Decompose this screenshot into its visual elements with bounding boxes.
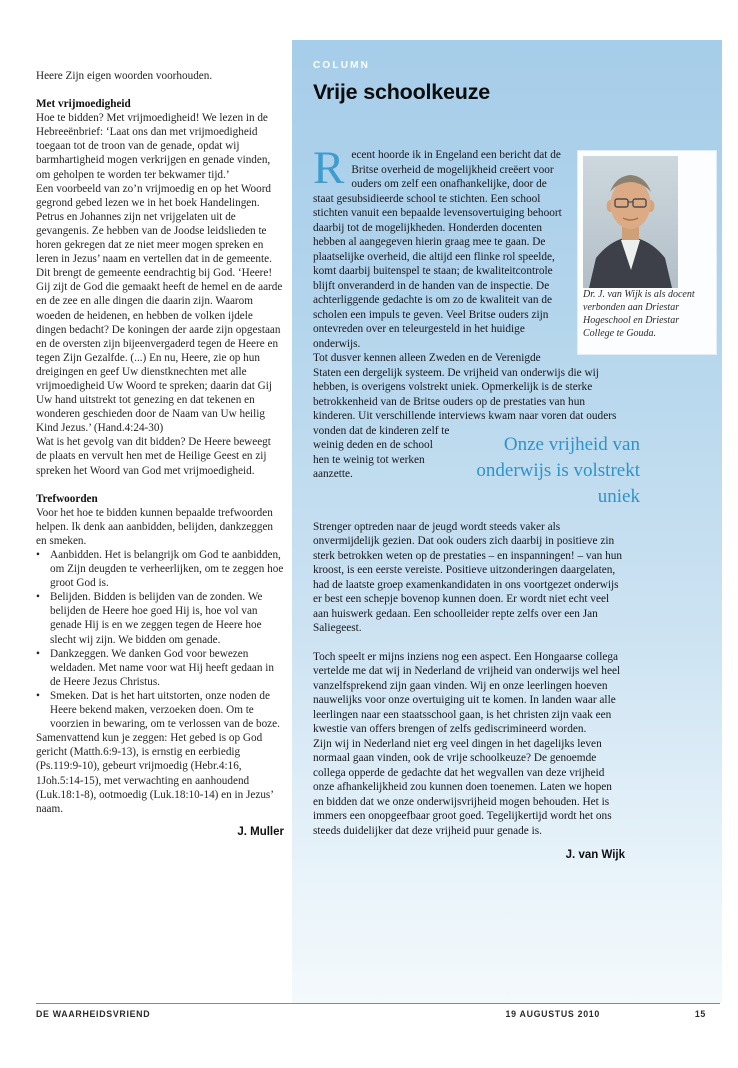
paragraph: Een voorbeeld van zo’n vrijmoedig en op het Woord gegrond gebed lezen we in het boek Handelingen. Petrus en Johannes zijn net vrijgelaten uit de gevangenis. Ze hebben van de Joodse leidslieden te horen gekregen dat ze niet meer mogen spreken en leren in Jezus’ naam en vertellen dat in de gemeente. [36,182,272,266]
photo-panel [578,151,716,354]
paragraph-text: ecent hoorde ik in Engeland een bericht dat de Britse overheid de mogelijkheid creëert voor ouders om zelf een onafhankelijke, door de staat gesubsidieerde school te stichten. Een school stichten vanuit een bepaalde levensovertuiging behoort daarbij tot de mogelijkheden. Honderden docenten hebben al aangegeven hierin graag mee te gaan. De plaatselijke overheid, die altijd een flinke rol speelde, komt daarbij buitenspel te staan; de kwaliteitcontrole blijft onveranderd in de handen van de inspectie. De achterliggende gedachte is om zo de kwaliteit van de scholen een impuls te geven. Veel Britse ouders zijn ontevreden over en teleurgesteld in het huidige onderwijs. [313,149,562,350]
paragraph: Dit brengt de gemeente eendrachtig bij God. ‘Heere! Gij zijt de God die gemaakt heeft de hemel en de aarde en de zee en alle dingen die daarin zijn. Waarom woeden de heidenen, en hebben de volken ijdele dingen bedacht? De koningen der aarde zijn opgestaan en de oversten zijn bijeenvergaderd tegen de Heere en tegen Zijn Gezalfde. (...) En nu, Heere, zie op hun dreigingen en geef Uw dienstknechten met alle vrijmoedigheid Uw Woord te spreken; daarin dat Gij Uw hand uitstrekt tot genezing en dat tekenen en wonderen geschieden door de Naam van Uw heilig Kind Jezus.’ (Hand.4:24-30) [36,267,283,435]
author-signature: J. van Wijk [565,849,625,861]
list-item-text: Aanbidden. Het is belangrijk om God te aanbidden, om Zijn deugden te verheerlijken, om te zeggen hoe groot God is. [50,549,284,590]
list-item [36,647,284,689]
paragraph: Zijn wij in Nederland niet erg veel dingen in het dagelijks leven normaal gaan vinden, ook de vrije schoolkeuze? De genoemde collega opperde de gedachte dat het wegvallen van deze vrijheid onze afhankelijkheid zou kunnen doen toenemen. Laten we hopen en bidden dat we onze onderwijsvrijheid mogen behouden. Het is immers een onopgeefbaar groot goed. Tegelijkertijd wordt het ons steeds duidelijker dat deze vrijheid puur genade is. [313,737,612,837]
paragraph-text: Tot dusver kennen alleen Zweden en de Verenigde Staten een dergelijk systeem. De vrijheid van onderwijs die wij hebben, is overigens volstrekt uniek. Opmerkelijk is de sterke betrokkenheid van de Britse ouders op de prestaties van hun kinderen. Uit verschillende interviews kwam [313,352,599,422]
pull-quote: Onze vrijheid van onderwijs is volstrekt uniek [476,433,640,507]
list-item [36,548,284,590]
bullet-icon: • [36,689,40,702]
paragraph: Strenger optreden naar de jeugd wordt steeds vaker als onvermijdelijk gezien. Dat ook ouders zich daarbij in positieve zin sterk betrokken weten op de prestaties – en inspanningen! – van hun kroost, is een eerste vereiste. Positieve uitzonderingen daargelaten, had de laatste groep examenkandidaten in ons voortgezet onderwijs er best een schepje bovenop kunnen doen. Er wordt niet echt veel aan huiswerk gedaan. Een schoolleider repte zelfs over een Jan Saliegeest. [313,520,623,634]
paragraph: Hoe te bidden? Met vrijmoedigheid! We lezen in de Hebreeënbrief: ‘Laat ons dan met vrijmoedigheid toegaan tot de troon van de genade, opdat wij barmhartigheid mogen verkrijgen en genade vinden, om geholpen te worden ter bekwamer tijd.’ [36,112,271,181]
author-signature: J. Muller [237,825,284,838]
portrait-photo [583,156,678,288]
list-item-text: Belijden. Bidden is belijden van de zonden. We belijden de Heere hoe goed Hij is, hoe vol van genade Hij is en we zeggen tegen de Heere hoe slecht wij zijn. We bidden om genade. [50,591,263,646]
list-item [36,689,284,731]
bullet-icon: • [36,591,40,604]
paragraph: Toch speelt er mijns inziens nog een aspect. Een Hongaarse collega vertelde me dat wij in Nederland de vrijheid van onderwijs wel heel vanzelfsprekend zijn gaan vinden. Wij en onze leerlingen hoeven nauwelijks voor onze overtuiging uit te komen. In landen waar alle leerlingen naar een staatsschool gaan, is het christen zijn vaak een kwestie van offers brengen of zelfs gediscrimineerd worden. [313,650,621,735]
page-footer [36,1009,720,1019]
issue-date: 19 AUGUSTUS 2010 [505,1009,600,1019]
section-heading-met-vrijmoedigheid: Met vrijmoedigheid [36,98,131,111]
list-item-text: Smeken. Dat is het hart uitstorten, onze noden de Heere bekend maken, verzoeken doen. Om te voorzien in bewaring, om te verlossen van de boze. [50,689,280,731]
paragraph [313,351,640,507]
magazine-name: DE WAARHEIDSVRIEND [36,1009,151,1019]
column-body [313,142,695,863]
photo-caption: Dr. J. van Wijk is als docent verbonden aan Driestar Hogeschool en Driestar College te Gouda. [583,289,695,339]
paragraph-text: naar voren dat ouders vonden dat de kinderen zelf te weinig deden en de school hen te weinig tot werken aanzette. [313,410,617,480]
column-title: Vrije schoolkeuze [313,80,491,104]
column-kicker: COLUMN [313,60,371,71]
left-article-column [36,69,284,839]
paragraph: Voor het hoe te bidden kunnen bepaalde trefwoorden helpen. Ik denk aan aanbidden, belijden, dankzeggen en smeken. [36,506,274,547]
paragraph: Wat is het gevolg van dit bidden? De Heere beweegt de plaats en vervult hen met de Heilige Geest en zij spreken het Woord van God met vrijmoedigheid. [36,436,271,477]
bullet-icon: • [36,549,40,561]
page-number: 15 [694,1009,706,1019]
list-item-text: Dankzeggen. We danken God voor bewezen weldaden. Met name voor wat Hij heeft gedaan in de Heere Jezus Christus. [50,647,274,688]
footer-divider [36,1003,720,1004]
bullet-icon: • [36,647,40,660]
article-intro-line: Heere Zijn eigen woorden voorhouden. [36,70,213,82]
paragraph: Samenvattend kun je zeggen: Het gebed is op God gericht (Matth.6:9-13), is ernstig en eerbiedig (Ps.119:9-10), gebeurt vrijmoedig (Hebr.4:16, 1Joh.5:14-15), met verwachting en aanhoudend (Luk.18:1-8), ootmoedig (Luk.18:10-14) en in Jezus’ naam. [36,732,274,815]
section-heading-trefwoorden: Trefwoorden [36,492,98,505]
dropcap-letter: R [313,142,345,194]
column-panel [292,40,722,1003]
list-item [36,590,284,646]
